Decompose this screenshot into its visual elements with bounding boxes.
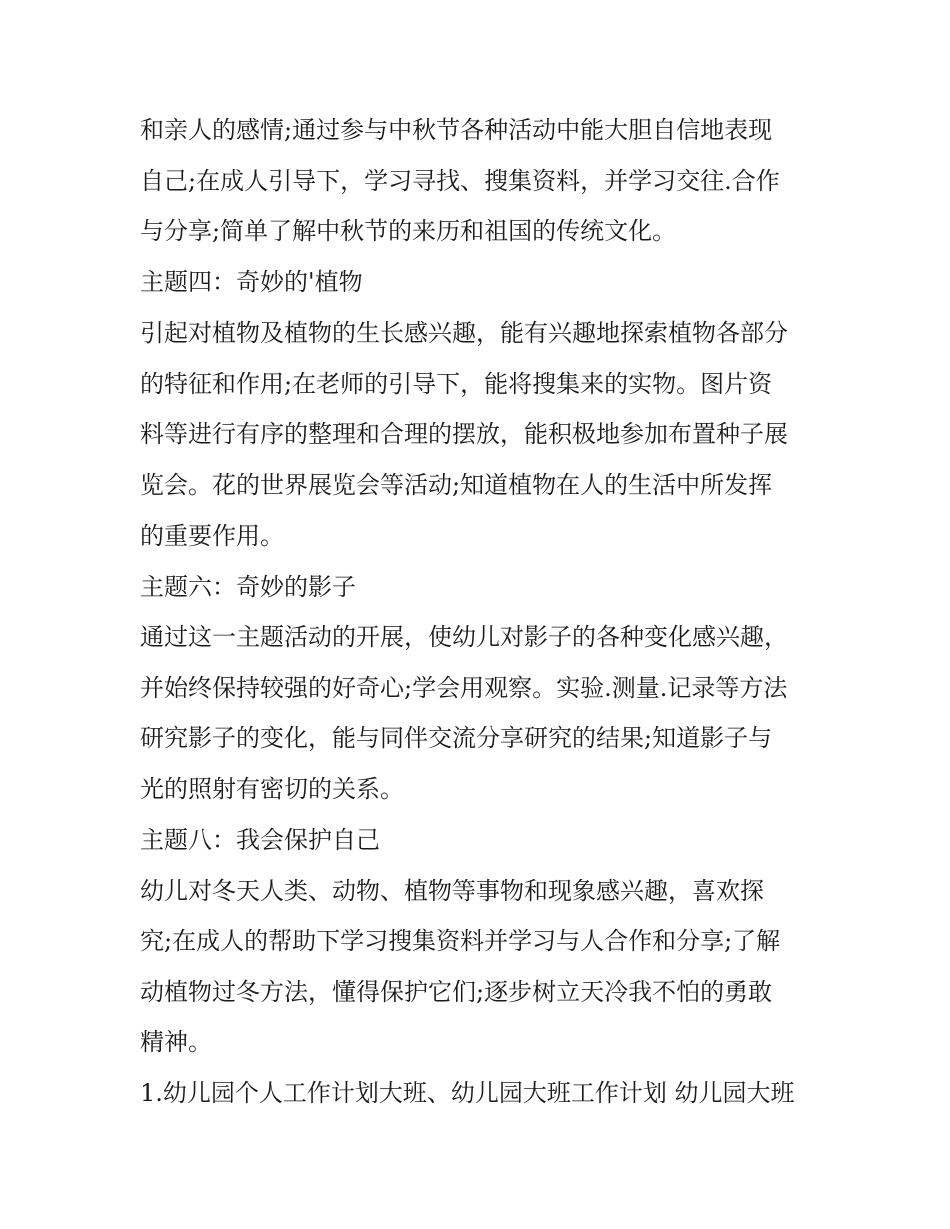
text-line: 引起对植物及植物的生长感兴趣，能有兴趣地探索植物各部分 [140,319,788,347]
text-line: 并始终保持较强的好奇心;学会用观察。实验.测量.记录等方法 [140,674,788,702]
text-line: 的重要作用。 [140,522,284,550]
text-line: 与分享;简单了解中秋节的来历和祖国的传统文化。 [140,217,677,245]
section-heading: 主题四：奇妙的'植物 [140,268,363,296]
text-line: 和亲人的感情;通过参与中秋节各种活动中能大胆自信地表现 [140,116,773,144]
text-line: 光的照射有密切的关系。 [140,775,404,803]
text-line: 览会。花的世界展览会等活动;知道植物在人的生活中所发挥 [140,471,773,499]
text-line: 自己;在成人引导下，学习寻找、搜集资料，并学习交往.合作 [140,167,780,195]
text-line: 料等进行有序的整理和合理的摆放，能积极地参加布置种子展 [140,420,788,448]
text-line: 的特征和作用;在老师的引导下，能将搜集来的实物。图片资 [140,370,773,398]
section-heading: 主题六：奇妙的影子 [140,573,356,601]
text-line: 通过这一主题活动的开展，使幼儿对影子的各种变化感兴趣， [140,623,788,651]
numbered-heading: 1.幼儿园个人工作计划大班、幼儿园大班工作计划 幼儿园大班 [140,1079,795,1107]
text-line: 精神。 [140,1028,212,1056]
section-heading: 主题八：我会保护自己 [140,826,380,854]
text-line: 动植物过冬方法，懂得保护它们;逐步树立天冷我不怕的勇敢 [140,978,773,1006]
text-line: 究;在成人的帮助下学习搜集资料并学习与人合作和分享;了解 [140,927,781,955]
text-line: 幼儿对冬天人类、动物、植物等事物和现象感兴趣，喜欢探 [140,877,764,905]
text-line: 研究影子的变化，能与同伴交流分享研究的结果;知道影子与 [140,724,773,752]
